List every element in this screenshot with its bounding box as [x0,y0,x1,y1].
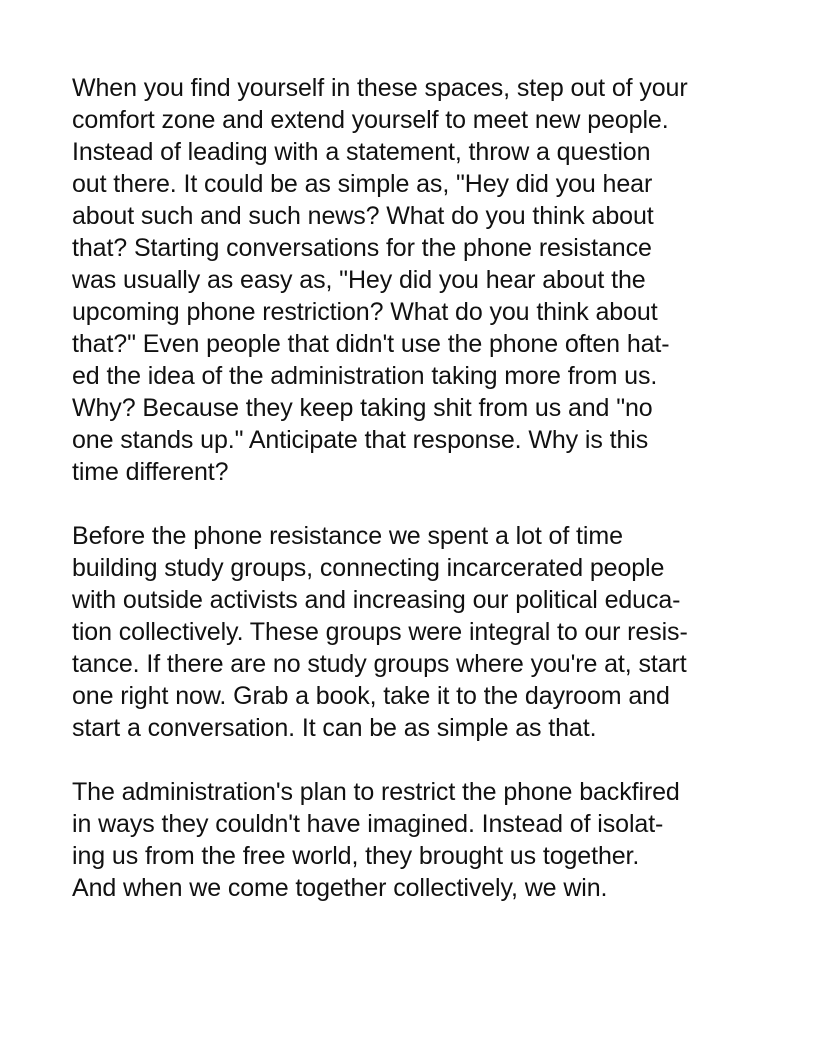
text-line: start a conversation. It can be as simple as that. [72,714,597,742]
text-line: Why? Because they keep taking shit from us and "no [72,394,653,422]
text-line: tance. If there are no study groups where you're at, start [72,650,687,678]
document-page [72,72,762,904]
text-line: about such and such news? What do you think about [72,202,654,230]
paragraph-1 [72,72,762,488]
paragraph-2 [72,520,762,744]
text-line: that?" Even people that didn't use the phone often hat- [72,330,670,358]
text-line: with outside activists and increasing our political educa- [72,586,681,614]
text-line: ed the idea of the administration taking more from us. [72,362,658,390]
text-line: time different? [72,458,229,486]
text-line: ing us from the free world, they brought us together. [72,842,640,870]
text-line: tion collectively. These groups were integral to our resis- [72,618,688,646]
text-line: And when we come together collectively, we win. [72,874,608,902]
paragraph-spacer [72,488,762,520]
text-line: When you find yourself in these spaces, step out of your [72,74,688,102]
text-line: building study groups, connecting incarcerated people [72,554,665,582]
text-line: one right now. Grab a book, take it to the dayroom and [72,682,670,710]
paragraph-spacer [72,744,762,776]
text-line: that? Starting conversations for the phone resistance [72,234,652,262]
text-line: Instead of leading with a statement, throw a question [72,138,651,166]
paragraph-3 [72,776,762,904]
text-line: Before the phone resistance we spent a lot of time [72,522,623,550]
text-line: one stands up." Anticipate that response. Why is this [72,426,649,454]
text-line: comfort zone and extend yourself to meet new people. [72,106,669,134]
text-line: out there. It could be as simple as, "Hey did you hear [72,170,653,198]
text-line: was usually as easy as, "Hey did you hear about the [72,266,646,294]
text-line: upcoming phone restriction? What do you think about [72,298,658,326]
text-line: in ways they couldn't have imagined. Instead of isolat- [72,810,664,838]
text-line: The administration's plan to restrict the phone backfired [72,778,680,806]
